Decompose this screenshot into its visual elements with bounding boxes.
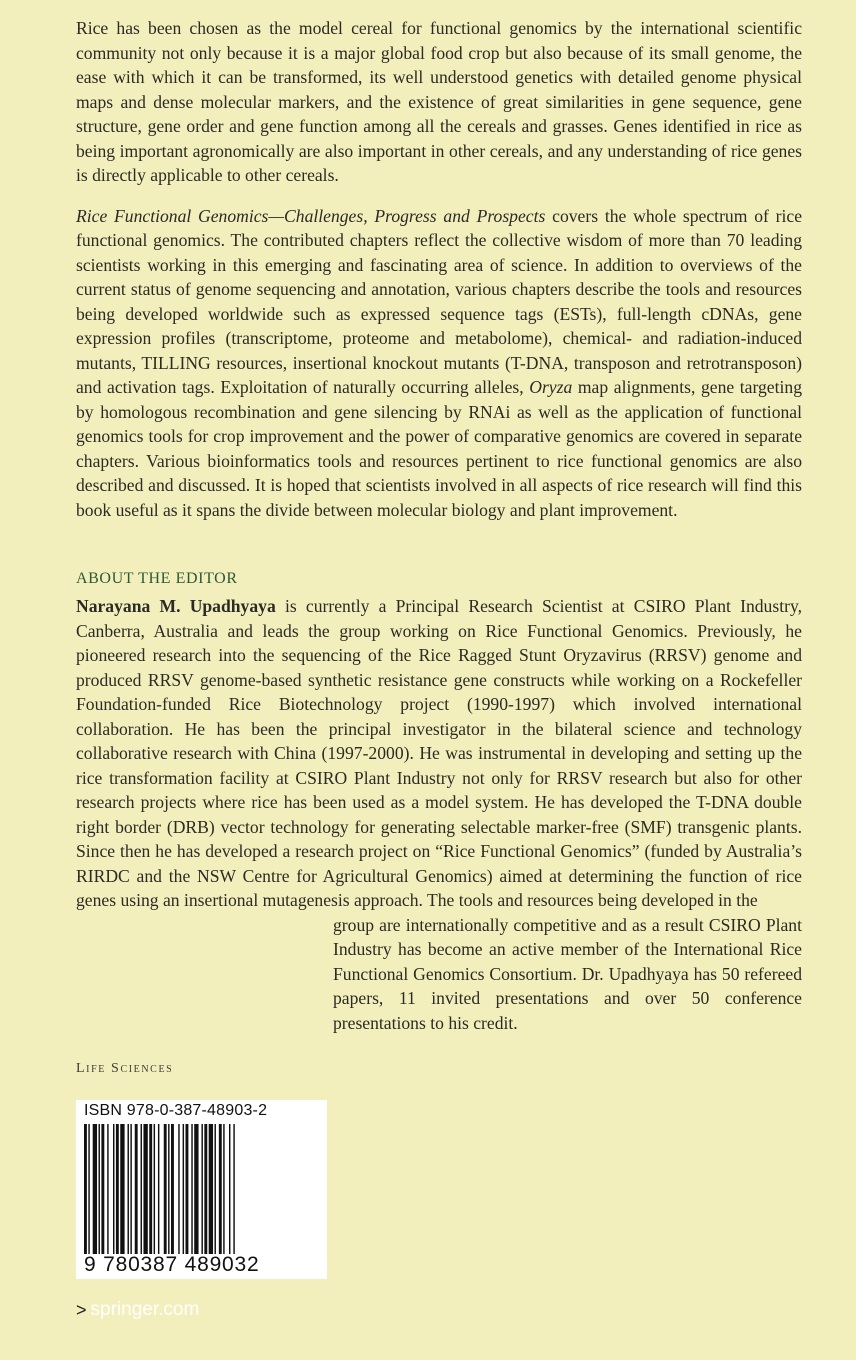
editor-bio-main: is currently a Principal Research Scientist at CSIRO Plant Industry, Canberra, Australia and leads the group working on Rice Functional Genomics. Previously, he pioneered research into the sequencing of the Rice Ragged Stunt Oryzavirus (RRSV) genome and produced RRSV genome-based synthetic resistance gene constructs while working on a Rockefeller Foundation-funded Rice Biotechnology project (1990-1997) which involved international collaboration. He has been the principal investigator in the bilateral science and technology collaborative research with China (1997-2000). He was instrumental in developing and setting up the rice transformation facility at CSIRO Plant Industry not only for RRSV research but also for other research projects where rice has been used as a model system. He has developed the T-DNA double right border (DRB) vector technology for generating selectable marker-free (SMF) transgenic plants. Since then he has developed a research project on “Rice Functional Genomics” (funded by Australia’s RIRDC and the NSW Centre for Agricultural Genomics) aimed at determining the function of rice genes using an insertional mutagenesis approach. The tools and resources being developed in the — [76, 596, 802, 910]
barcode-bar — [229, 1124, 230, 1254]
barcode-bar — [116, 1124, 119, 1254]
category-label: Life Sciences — [76, 1061, 174, 1076]
barcode-bar — [168, 1124, 169, 1254]
barcode-bar — [223, 1124, 224, 1254]
book-description — [76, 204, 802, 523]
barcode-bar — [183, 1124, 184, 1254]
description-text-part1: covers the whole spectrum of rice functional genomics. The contributed chapters reflect the collective wisdom of more than 70 leading scientists working in this emerging and fascinating area of science. In addition to overviews of the current status of genome sequencing and annotation, various chapters describe the tools and resources being developed worldwide such as expressed sequence tags (ESTs), full-length cDNAs, gene expression profiles (transcriptome, proteome and metabolome), chemical- and radiation-induced mutants, TILLING resources, insertional knockout mutants (T-DNA, transposon and retrotransposon) and activation tags. Exploitation of naturally occurring alleles, — [76, 205, 803, 397]
oryza-term: Oryza — [529, 377, 573, 397]
barcode-bar — [149, 1124, 152, 1254]
barcode-bar — [120, 1124, 124, 1254]
barcode-bar — [186, 1124, 189, 1254]
arrow-right-icon: > — [76, 1300, 87, 1320]
editor-bio — [76, 594, 802, 913]
barcode-bar — [107, 1124, 108, 1254]
barcode-bar — [128, 1124, 129, 1254]
barcode-bar — [191, 1124, 192, 1254]
barcode-bar — [215, 1124, 216, 1254]
barcode-bar — [233, 1124, 234, 1254]
barcode-number: 9 780387 489032 — [84, 1253, 260, 1276]
barcode-bar — [143, 1124, 147, 1254]
barcode-bar — [101, 1124, 104, 1254]
barcode-bar — [219, 1124, 222, 1254]
barcode-bar — [135, 1124, 138, 1254]
barcode-bar — [178, 1124, 179, 1254]
isbn-barcode — [76, 1100, 327, 1279]
barcode-bar — [93, 1124, 97, 1254]
barcode-bar — [99, 1124, 100, 1254]
barcode-bars — [84, 1124, 319, 1254]
publisher-link[interactable] — [76, 1299, 199, 1321]
barcode-bar — [201, 1124, 202, 1254]
barcode-bar — [209, 1124, 213, 1254]
book-title: Rice Functional Genomics—Challenges, Progress and Prospects — [76, 205, 546, 226]
barcode-bar — [204, 1124, 207, 1254]
barcode-bar — [194, 1124, 198, 1254]
barcode-bar — [130, 1124, 131, 1254]
isbn-label: ISBN 978-0-387-48903-2 — [84, 1102, 268, 1119]
intro-paragraph: Rice has been chosen as the model cereal for functional genomics by the international scientific community not only because it is a major global food crop but also because of its small genome, the ease with which it can be transformed, its well understood genetics with detailed genome physical maps and dense molecular markers, and the existence of great similarities in gene sequence, gene structure, gene order and gene function among all the cereals and grasses. Genes identified in rice as being important agronomically are also important in other cereals, and any understanding of rice genes is directly applicable to other cereals. — [76, 18, 802, 185]
barcode-bar — [154, 1124, 155, 1254]
barcode-bar — [164, 1124, 167, 1254]
barcode-bar — [171, 1124, 174, 1254]
barcode-bar — [158, 1124, 159, 1254]
barcode-bar — [113, 1124, 114, 1254]
publisher-link-text: springer.com — [90, 1299, 200, 1320]
editor-bio-tail: group are internationally competitive and as a result CSIRO Plant Industry has become an active member of the International Rice Functional Genomics Consortium. Dr. Upadhyaya has 50 refereed papers, 11 invited presentations and over 50 conference presentations to his credit. — [333, 914, 802, 1033]
barcode-bar — [141, 1124, 142, 1254]
editor-name: Narayana M. Upadhyaya — [76, 596, 276, 616]
back-cover-text — [76, 16, 802, 1035]
barcode-bar — [84, 1124, 87, 1254]
about-editor-heading: ABOUT THE EDITOR — [76, 570, 238, 587]
description-text-part2: map alignments, gene targeting by homologous recombination and gene silencing by RNAi as well as the application of functional genomics tools for crop improvement and the power of comparative genomics are covered in separate chapters. Various bioinformatics tools and resources pertinent to rice functional genomics are also described and discussed. It is hoped that scientists involved in all aspects of rice research will find this book useful as it spans the divide between molecular biology and plant improvement. — [76, 377, 802, 520]
barcode-bar — [88, 1124, 89, 1254]
